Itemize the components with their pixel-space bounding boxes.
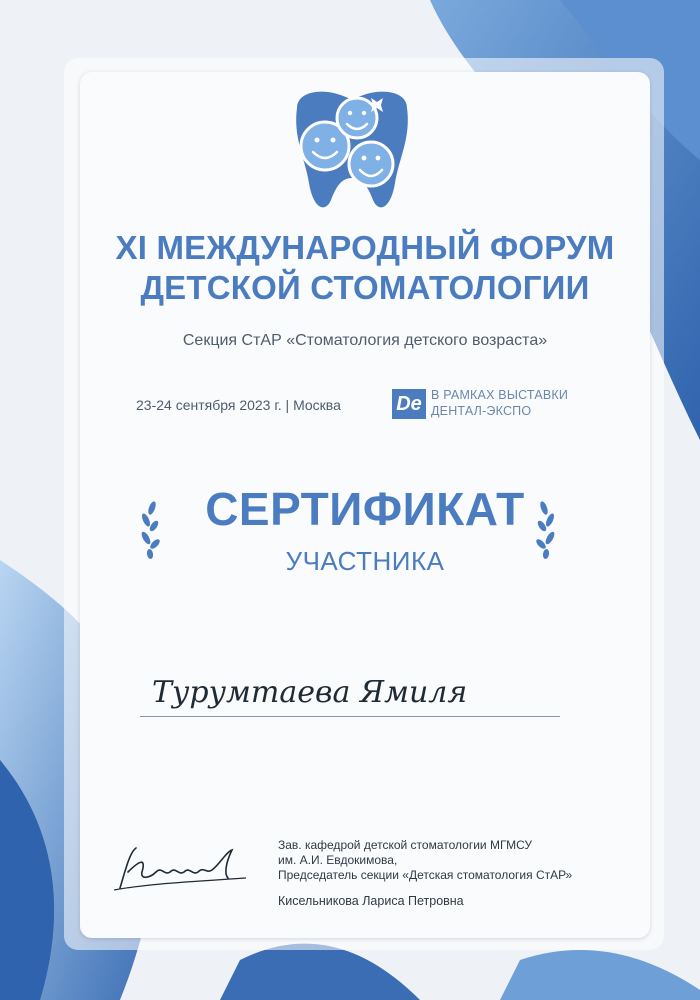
date-place: 23-24 сентября 2023 г. | Москва <box>136 397 341 413</box>
participant-name-handwritten <box>148 660 488 720</box>
participant-name: Турумтаева Ямиля <box>152 675 468 710</box>
signer-title-line2: им. А.И. Евдокимова, <box>278 853 398 867</box>
expo-caption <box>431 387 568 419</box>
expo-line2: ДЕНТАЛ-ЭКСПО <box>431 404 532 418</box>
signer-title-line1: Зав. кафедрой детской стоматологии МГМСУ <box>278 838 533 852</box>
certificate-heading: СЕРТИФИКАТ <box>205 483 525 535</box>
dental-expo-logo: De <box>392 389 426 419</box>
signer-name: Кисельникова Лариса Петровна <box>278 894 464 908</box>
forum-title-line2: ДЕТСКОЙ СТОМАТОЛОГИИ <box>140 269 590 306</box>
forum-title-line1: XI МЕЖДУНАРОДНЫЙ ФОРУМ <box>115 229 615 266</box>
signature <box>106 838 256 898</box>
expo-line1: В РАМКАХ ВЫСТАВКИ <box>431 388 569 402</box>
section-name: Секция СтАР «Стоматология детского возраста» <box>182 332 548 349</box>
tooth-with-smiling-faces-icon <box>287 88 417 216</box>
signer-title <box>278 838 572 883</box>
signer-title-line3: Председатель секции «Детская стоматология СтАР» <box>278 868 573 882</box>
certificate-subheading: УЧАСТНИКА <box>285 546 445 576</box>
name-underline <box>140 716 560 717</box>
